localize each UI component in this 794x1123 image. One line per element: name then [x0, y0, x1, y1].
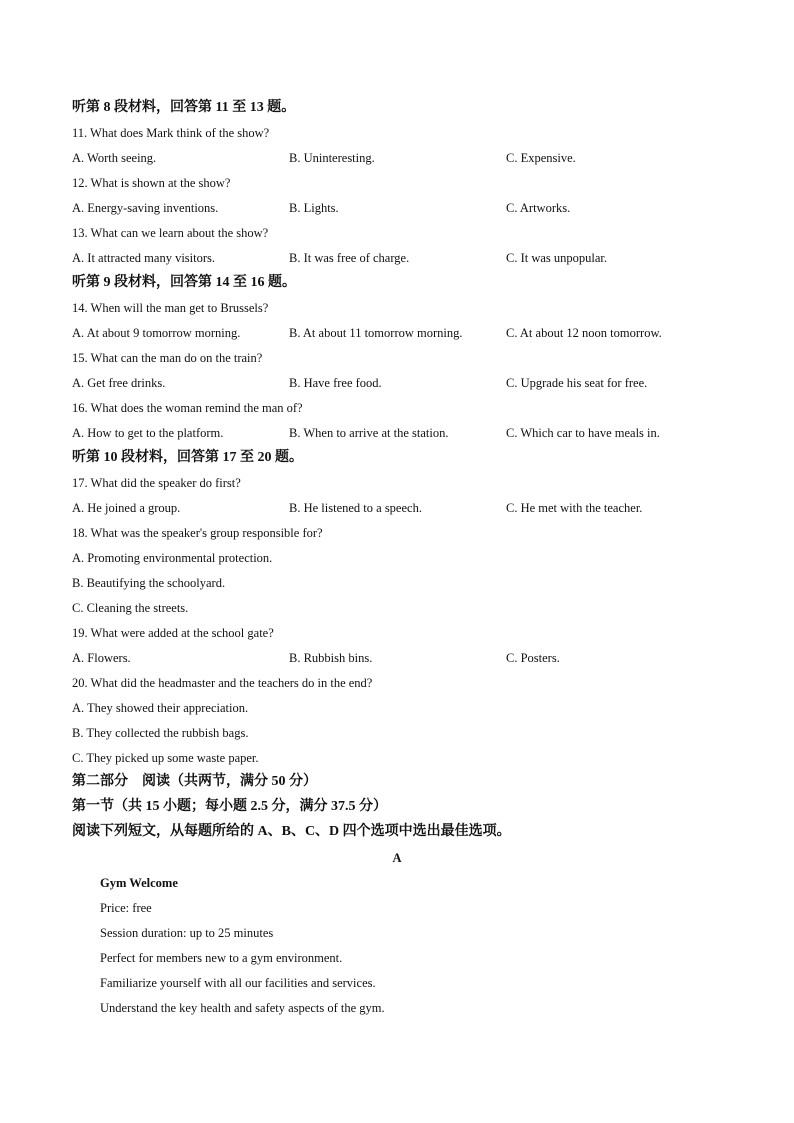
question-17-stem: 17. What did the speaker do first?: [72, 476, 241, 490]
question-18-stem: 18. What was the speaker's group responsible for?: [72, 526, 323, 540]
question-12-options: [0, 200, 794, 216]
option-c: C. It was unpopular.: [506, 251, 608, 265]
option-a: A. Flowers.: [72, 651, 131, 665]
section-heading-8: 听第 8 段材料，回答第 11 至 13 题。: [72, 100, 296, 115]
option-c: C. Posters.: [506, 651, 560, 665]
question-13-stem: 13. What can we learn about the show?: [72, 226, 269, 240]
question-15-options: [0, 375, 794, 391]
option-b: B. When to arrive at the station.: [289, 426, 449, 440]
question-14-options: [0, 325, 794, 341]
option-c: C. Artworks.: [506, 201, 571, 215]
question-15-stem: 15. What can the man do on the train?: [72, 351, 263, 365]
question-19-options: [0, 650, 794, 666]
question-14-stem: 14. When will the man get to Brussels?: [72, 301, 269, 315]
option-a: A. He joined a group.: [72, 501, 181, 515]
option-b: B. Uninteresting.: [289, 151, 375, 165]
question-17-options: [0, 500, 794, 516]
option-a: A. Worth seeing.: [72, 151, 157, 165]
option-b: B. Lights.: [289, 201, 339, 215]
question-20-option-b: B. They collected the rubbish bags.: [72, 726, 249, 740]
passage-line: Price: free: [100, 901, 152, 915]
section-heading-10: 听第 10 段材料，回答第 17 至 20 题。: [72, 450, 303, 465]
option-b: B. Rubbish bins.: [289, 651, 373, 665]
option-b: B. Have free food.: [289, 376, 382, 390]
question-16-stem: 16. What does the woman remind the man of?: [72, 401, 303, 415]
question-13-options: [0, 250, 794, 266]
question-20-option-c: C. They picked up some waste paper.: [72, 751, 259, 765]
option-a: A. It attracted many visitors.: [72, 251, 216, 265]
passage-line: Session duration: up to 25 minutes: [100, 926, 274, 940]
question-18-option-c: C. Cleaning the streets.: [72, 601, 189, 615]
question-20-option-a: A. They showed their appreciation.: [72, 701, 249, 715]
question-18-option-a: A. Promoting environmental protection.: [72, 551, 273, 565]
passage-line: Perfect for members new to a gym environment.: [100, 951, 343, 965]
section-heading-9: 听第 9 段材料，回答第 14 至 16 题。: [72, 275, 296, 290]
option-c: C. Upgrade his seat for free.: [506, 376, 648, 390]
option-c: C. Which car to have meals in.: [506, 426, 660, 440]
option-a: A. Get free drinks.: [72, 376, 166, 390]
question-11-options: [0, 150, 794, 166]
passage-line: Understand the key health and safety aspects of the gym.: [100, 1001, 385, 1015]
option-a: A. How to get to the platform.: [72, 426, 224, 440]
option-c: C. He met with the teacher.: [506, 501, 643, 515]
section-one-heading: 第一节（共 15 小题；每小题 2.5 分，满分 37.5 分）: [72, 799, 387, 814]
passage-line: Familiarize yourself with all our facilities and services.: [100, 976, 376, 990]
question-19-stem: 19. What were added at the school gate?: [72, 626, 274, 640]
question-12-stem: 12. What is shown at the show?: [72, 176, 231, 190]
option-c: C. Expensive.: [506, 151, 576, 165]
option-b: B. It was free of charge.: [289, 251, 410, 265]
option-a: A. At about 9 tomorrow morning.: [72, 326, 241, 340]
option-b: B. He listened to a speech.: [289, 501, 422, 515]
passage-letter: A: [392, 851, 402, 865]
question-18-option-b: B. Beautifying the schoolyard.: [72, 576, 226, 590]
option-c: C. At about 12 noon tomorrow.: [506, 326, 662, 340]
question-16-options: [0, 425, 794, 441]
option-b: B. At about 11 tomorrow morning.: [289, 326, 463, 340]
question-11-stem: 11. What does Mark think of the show?: [72, 126, 270, 140]
reading-instruction: 阅读下列短文，从每题所给的 A、B、C、D 四个选项中选出最佳选项。: [72, 824, 511, 839]
option-a: A. Energy-saving inventions.: [72, 201, 219, 215]
part-two-heading: 第二部分 阅读（共两节，满分 50 分）: [72, 774, 317, 789]
question-20-stem: 20. What did the headmaster and the teachers do in the end?: [72, 676, 373, 690]
passage-title: Gym Welcome: [100, 876, 178, 890]
